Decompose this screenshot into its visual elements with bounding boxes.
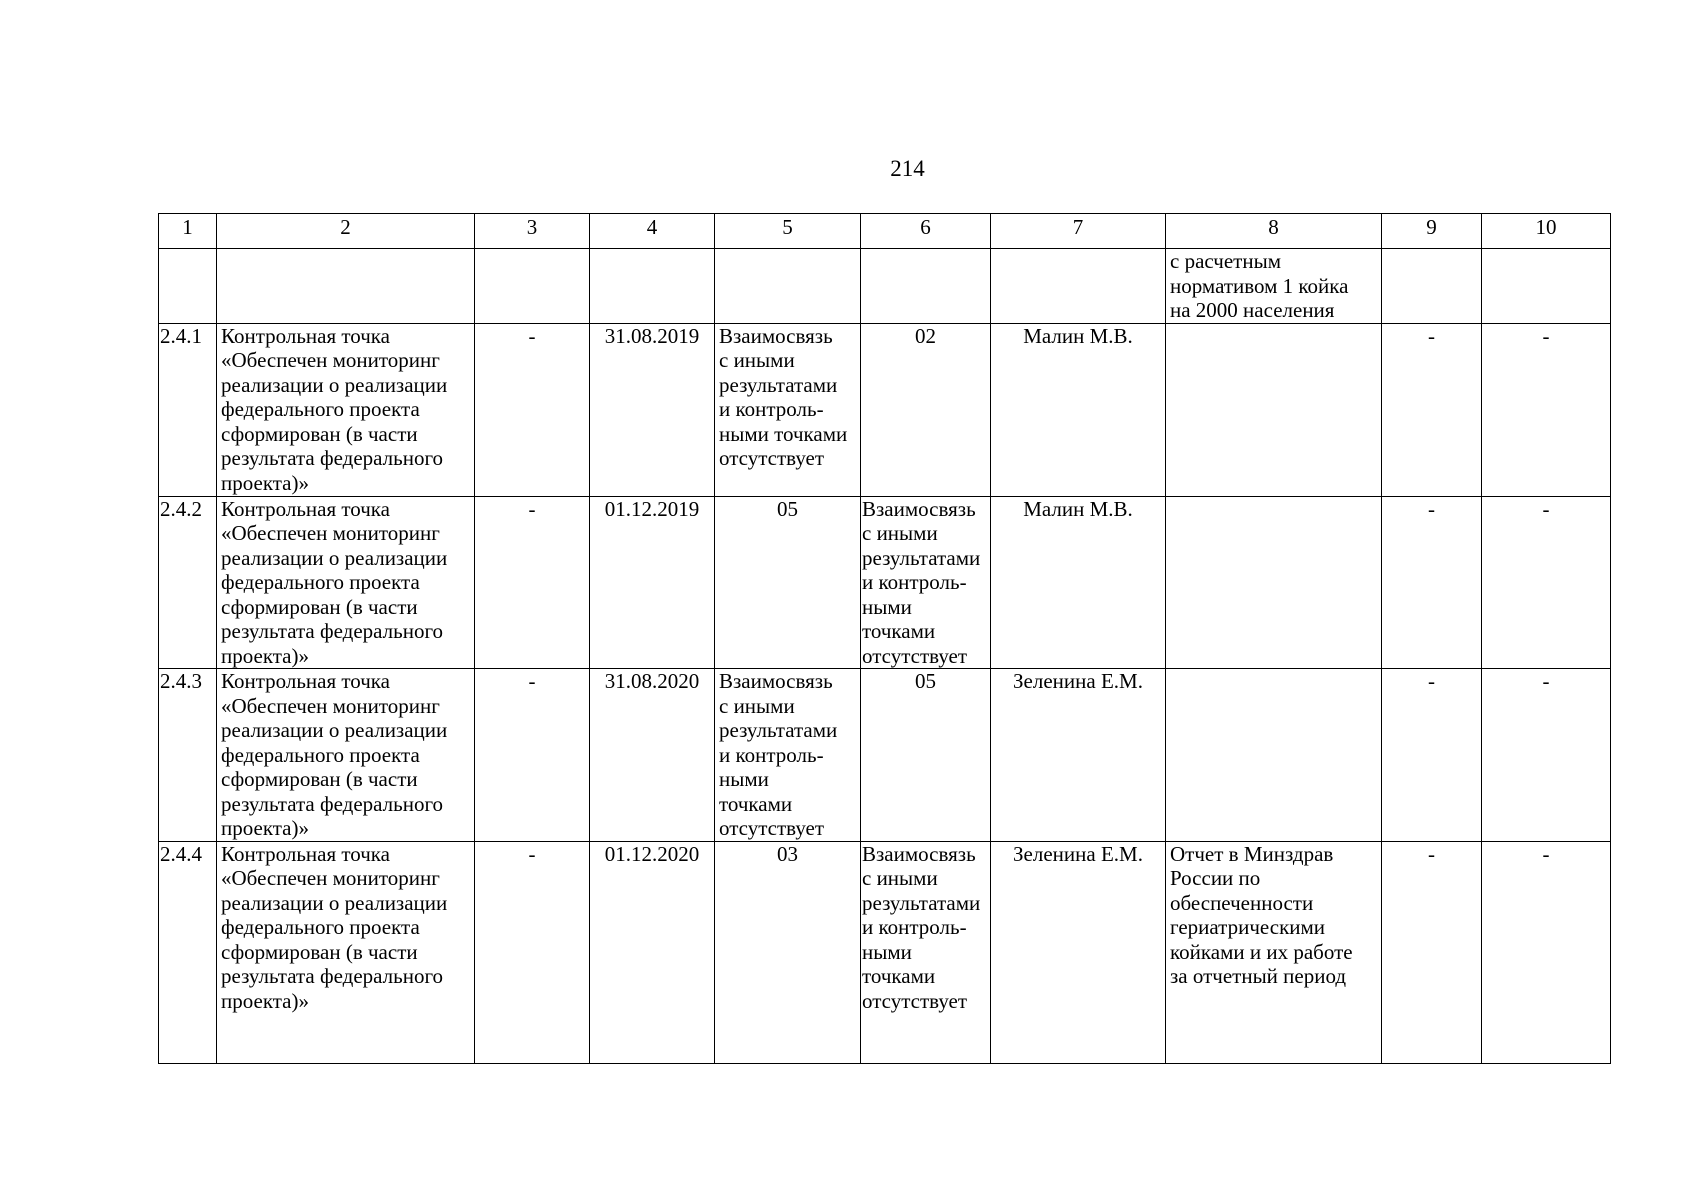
table-cell: - bbox=[475, 496, 590, 669]
table-cell bbox=[159, 249, 217, 324]
table-cell bbox=[1482, 249, 1611, 324]
table-cell: Контрольная точка «Обеспечен мониторинг реализации о реализации федерального проекта сформирован (в части результата федерального проекта)» bbox=[217, 841, 475, 1063]
table-cell: Взаимосвязь с иными результатами и контроль- ными точками отсутствует bbox=[861, 496, 991, 669]
table-cell: - bbox=[475, 323, 590, 496]
responsible-cell: Малин М.В. bbox=[991, 323, 1166, 496]
table-cell bbox=[1166, 669, 1382, 842]
table-header-row bbox=[159, 214, 1611, 249]
responsible-cell: Зеленина Е.М. bbox=[991, 669, 1166, 842]
table-cell bbox=[217, 249, 475, 324]
date-cell: 31.08.2019 bbox=[590, 323, 715, 496]
table-cell: Контрольная точка «Обеспечен мониторинг реализации о реализации федерального проекта сформирован (в части результата федерального проекта)» bbox=[217, 496, 475, 669]
table-cell: Взаимосвязь с иными результатами и контроль- ными точками отсутствует bbox=[715, 323, 861, 496]
page-number: 214 bbox=[890, 156, 925, 181]
header-cell: 9 bbox=[1382, 214, 1482, 249]
table-row bbox=[159, 841, 1611, 1063]
table-row bbox=[159, 496, 1611, 669]
table-cell: Контрольная точка «Обеспечен мониторинг реализации о реализации федерального проекта сформирован (в части результата федерального проекта)» bbox=[217, 669, 475, 842]
table-cell: 05 bbox=[861, 669, 991, 842]
table-cell: - bbox=[1482, 323, 1611, 496]
table-cell: - bbox=[1382, 841, 1482, 1063]
date-cell: 01.12.2020 bbox=[590, 841, 715, 1063]
table-cell bbox=[861, 249, 991, 324]
table-row bbox=[159, 323, 1611, 496]
responsible-cell: Малин М.В. bbox=[991, 496, 1166, 669]
table-cell bbox=[590, 249, 715, 324]
table-cell: Отчет в Минздрав России по обеспеченности гериатрическими койками и их работе за отчетный период bbox=[1166, 841, 1382, 1063]
table-cell: - bbox=[1482, 669, 1611, 842]
responsible-cell: Зеленина Е.М. bbox=[991, 841, 1166, 1063]
table-cell bbox=[1166, 496, 1382, 669]
table-cell: 03 bbox=[715, 841, 861, 1063]
row-number-cell: 2.4.3 bbox=[159, 669, 217, 842]
row-number-cell: 2.4.2 bbox=[159, 496, 217, 669]
table-cell: - bbox=[1382, 496, 1482, 669]
row-number-cell: 2.4.4 bbox=[159, 841, 217, 1063]
table-cell: - bbox=[1482, 841, 1611, 1063]
date-cell: 01.12.2019 bbox=[590, 496, 715, 669]
row-number-cell: 2.4.1 bbox=[159, 323, 217, 496]
header-cell: 10 bbox=[1482, 214, 1611, 249]
table-cell: 05 bbox=[715, 496, 861, 669]
table-cell: - bbox=[475, 669, 590, 842]
cell-text: с расчетным нормативом 1 койка на 2000 населения bbox=[1170, 249, 1349, 322]
header-cell: 8 bbox=[1166, 214, 1382, 249]
header-cell: 7 bbox=[991, 214, 1166, 249]
table-cell bbox=[715, 249, 861, 324]
header-cell: 2 bbox=[217, 214, 475, 249]
table-cell: Контрольная точка «Обеспечен мониторинг реализации о реализации федерального проекта сформирован (в части результата федерального проекта)» bbox=[217, 323, 475, 496]
header-cell: 1 bbox=[159, 214, 217, 249]
table-cell: - bbox=[475, 841, 590, 1063]
table-cell bbox=[475, 249, 590, 324]
header-cell: 6 bbox=[861, 214, 991, 249]
table-cell bbox=[1382, 249, 1482, 324]
table-cell: - bbox=[1382, 669, 1482, 842]
table-cell bbox=[991, 249, 1166, 324]
header-cell: 4 bbox=[590, 214, 715, 249]
table-cell: - bbox=[1382, 323, 1482, 496]
table-cell: Взаимосвязь с иными результатами и контроль- ными точками отсутствует bbox=[715, 669, 861, 842]
date-cell: 31.08.2020 bbox=[590, 669, 715, 842]
table-cell: Взаимосвязь с иными результатами и контроль- ными точками отсутствует bbox=[861, 841, 991, 1063]
table-cell: - bbox=[1482, 496, 1611, 669]
table-cell bbox=[1166, 249, 1382, 324]
header-cell: 3 bbox=[475, 214, 590, 249]
table-row-continuation bbox=[159, 249, 1611, 324]
table-cell: 02 bbox=[861, 323, 991, 496]
header-cell: 5 bbox=[715, 214, 861, 249]
plan-table bbox=[158, 213, 1611, 1064]
table-row bbox=[159, 669, 1611, 842]
table-cell bbox=[1166, 323, 1382, 496]
